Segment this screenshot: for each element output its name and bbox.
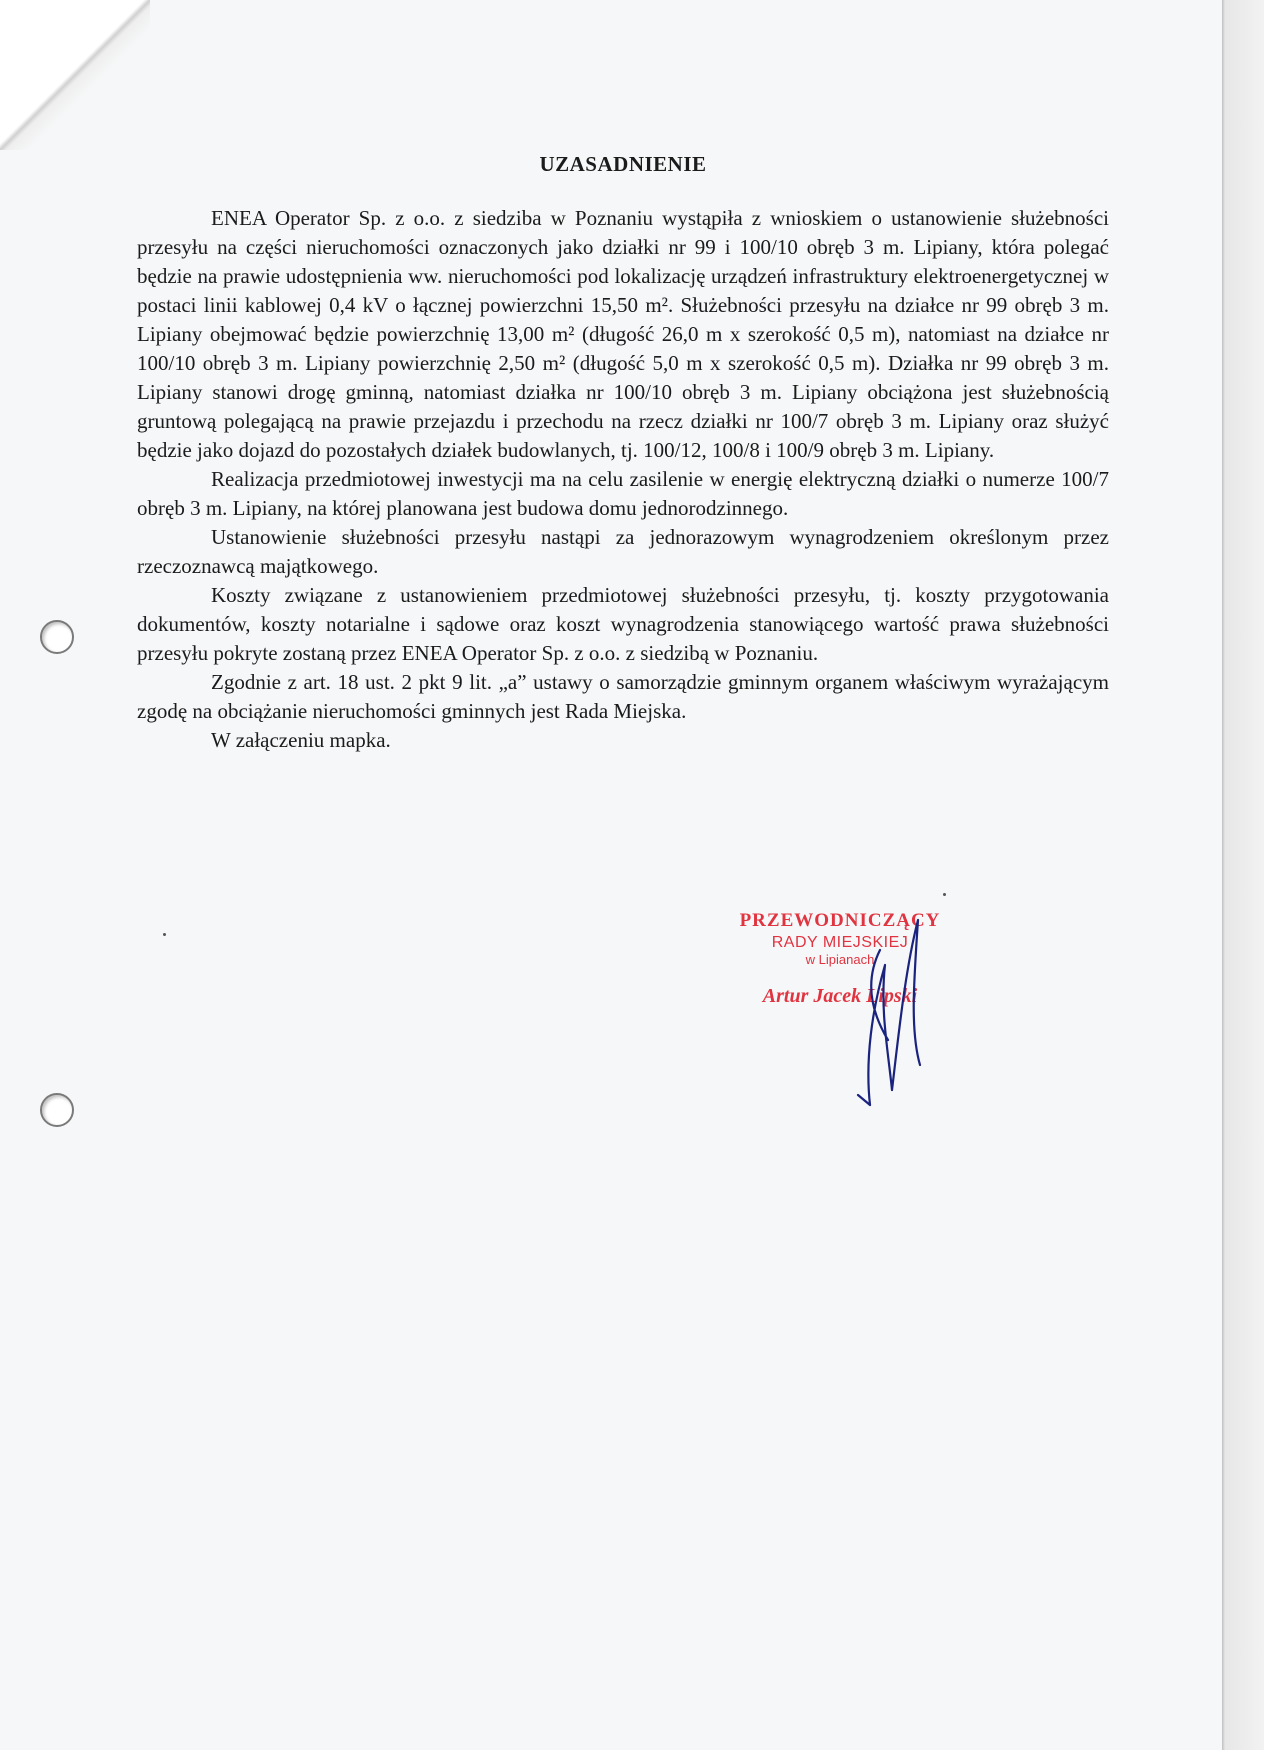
stamp-title: PRZEWODNICZĄCY [739, 910, 941, 931]
paragraph-1: ENEA Operator Sp. z o.o. z siedziba w Poznaniu wystąpiła z wnioskiem o ustanowienie służebności przesyłu na części nieruchomości oznaczonych jako działki nr 99 i 100/10 obręb 3 m. Lipiany, która polegać będzie na prawie udostępnienia ww. nieruchomości pod lokalizację urządzeń infrastruktury elektroenergetycznej w postaci linii kablowej 0,4 kV o łącznej powierzchni 15,50 m². Służebności przesyłu na działce nr 99 obręb 3 m. Lipiany obejmować będzie powierzchnię 13,00 m² (długość 26,0 m x szerokość 0,5 m), natomiast na działce nr 100/10 obręb 3 m. Lipiany powierzchnię 2,50 m² (długość 5,0 m x szerokość 0,5 m). Działka nr 99 obręb 3 m. Lipiany stanowi drogę gminną, natomiast działka nr 100/10 obręb 3 m. Lipiany obciążona jest służebnością gruntową polegającą na prawie przejazdu i przechodu na rzecz działki nr 100/7 obręb 3 m. Lipiany oraz służyć będzie jako dojazd do pozostałych działek budowlanych, tj. 100/12, 100/8 i 100/9 obręb 3 m. Lipiany. [137, 206, 1109, 462]
page-edge-shadow [1222, 0, 1264, 1750]
punch-hole-top [40, 620, 74, 654]
paragraph-3: Ustanowienie służebności przesyłu nastąpi za jednorazowym wynagrodzeniem określonym przez rzeczoznawcą majątkowego. [137, 525, 1109, 578]
stamp-name: Artur Jacek Lipski [762, 985, 918, 1007]
stamp-town: w Lipianach [805, 952, 875, 967]
paragraph-2: Realizacja przedmiotowej inwestycji ma na celu zasilenie w energię elektryczną działki o numerze 100/7 obręb 3 m. Lipiany, na której planowana jest budowa domu jednorodzinnego. [137, 467, 1109, 520]
handwritten-signature [810, 890, 960, 1110]
paragraph-4: Koszty związane z ustanowieniem przedmiotowej służebności przesyłu, tj. koszty przygotowania dokumentów, koszty notarialne i sądowe oraz koszt wynagrodzenia stanowiącego wartość prawa służebności przesyłu pokryte zostaną przez ENEA Operator Sp. z o.o. z siedzibą w Poznaniu. [137, 583, 1109, 665]
punch-hole-bottom [40, 1093, 74, 1127]
paragraph-6: W załączeniu mapka. [211, 728, 391, 752]
stamp-council: RADY MIEJSKIEJ [771, 934, 909, 951]
paragraph-5: Zgodnie z art. 18 ust. 2 pkt 9 lit. „a” ustawy o samorządzie gminnym organem właściwym wyrażającym zgodę na obciążanie nieruchomości gminnych jest Rada Miejska. [137, 670, 1109, 723]
ink-dot [163, 933, 166, 936]
document-body [137, 150, 1109, 755]
document-title: UZASADNIENIE [539, 152, 707, 176]
